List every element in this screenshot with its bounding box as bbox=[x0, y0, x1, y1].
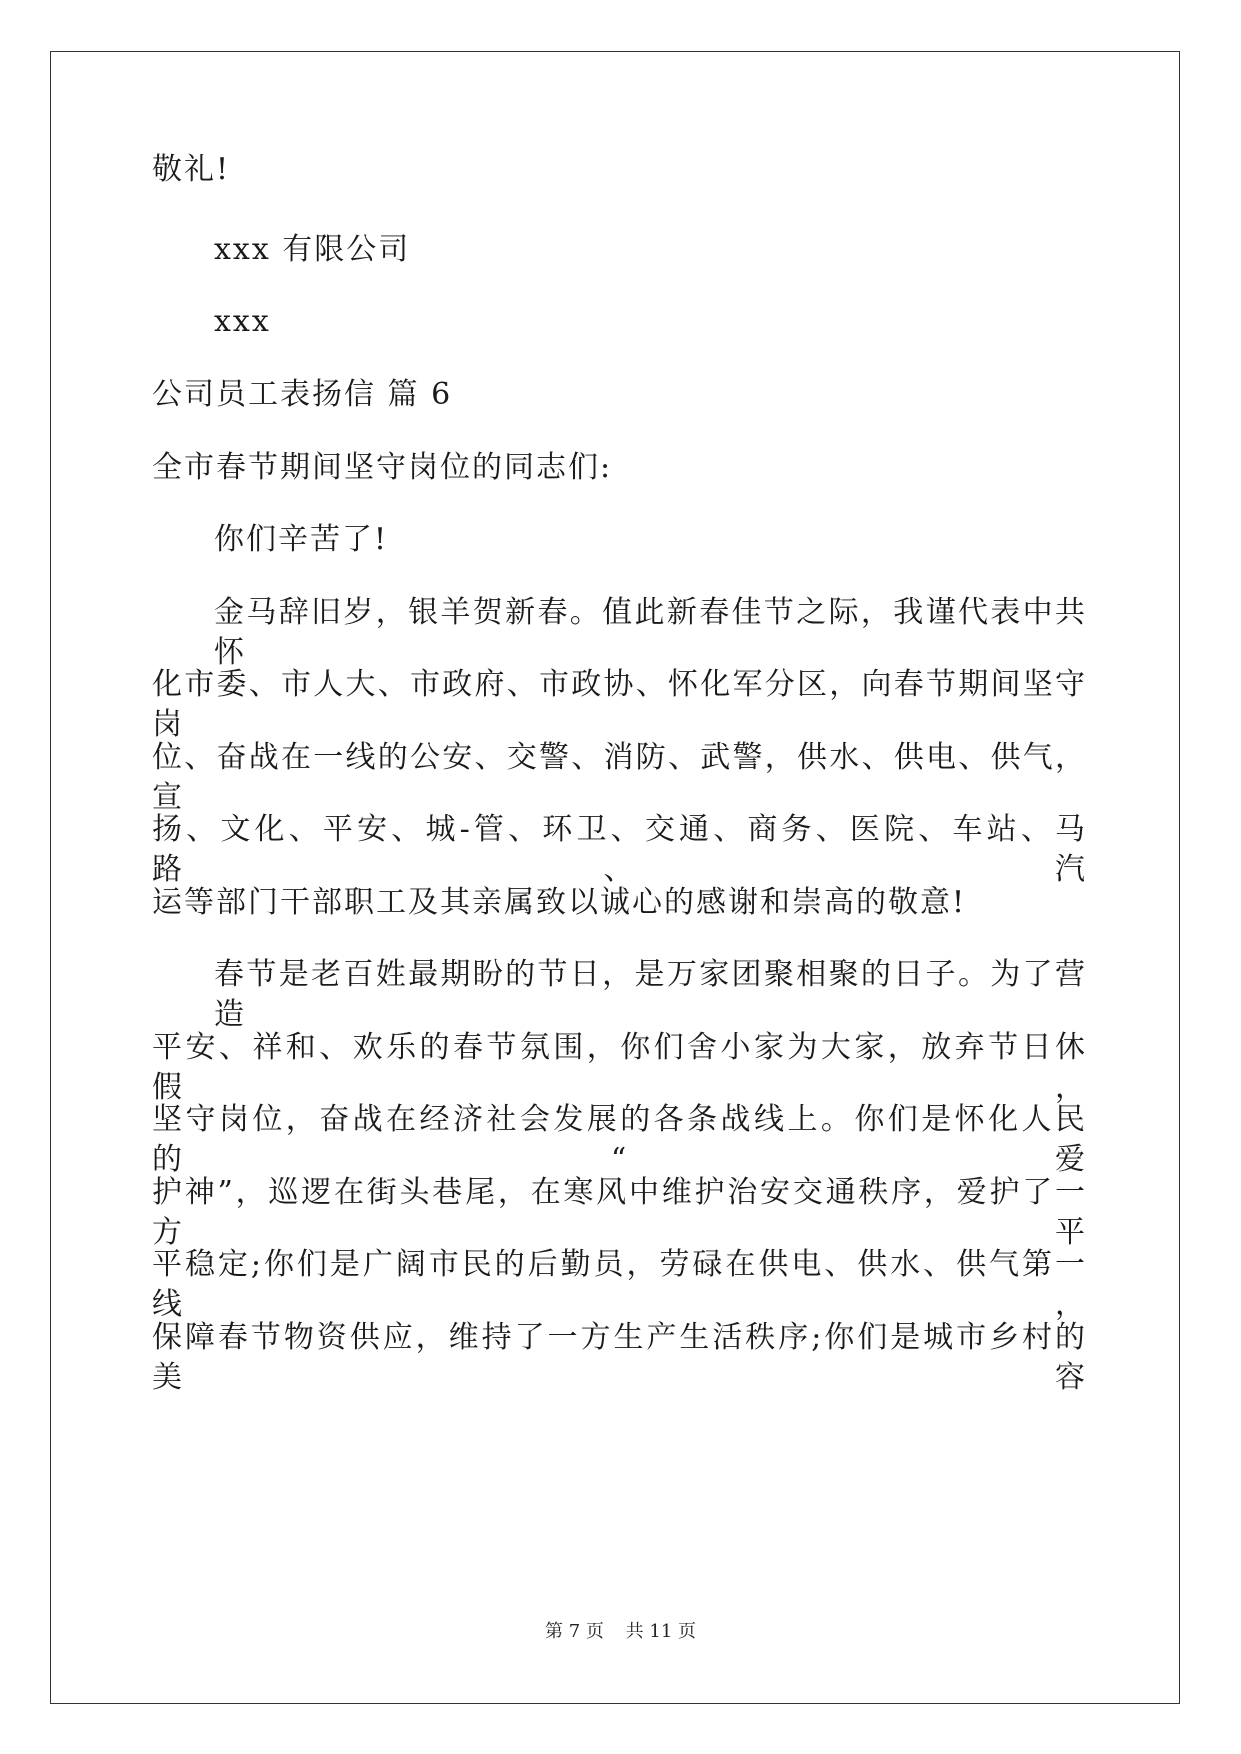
page-total: 共 11 页 bbox=[625, 1621, 696, 1642]
paragraph-line: 平稳定;你们是广阔市民的后勤员，劳碌在供电、供水、供气第一线， bbox=[152, 1247, 1087, 1322]
paragraph-line: 扬、文化、平安、城-管、环卫、交通、商务、医院、车站、马路、汽 bbox=[152, 812, 1087, 887]
paragraph-line: 平安、祥和、欢乐的春节氛围，你们舍小家为大家，放弃节日休假， bbox=[152, 1030, 1087, 1105]
section-heading: 公司员工表扬信 篇 6 bbox=[152, 377, 453, 412]
page-number: 第 7 页 bbox=[545, 1621, 604, 1642]
paragraph-line: 春节是老百姓最期盼的节日，是万家团聚相聚的日子。为了营造 bbox=[214, 957, 1087, 1032]
signature-name: xxx bbox=[214, 304, 271, 339]
paragraph-line: 化市委、市人大、市政府、市政协、怀化军分区，向春节期间坚守岗 bbox=[152, 667, 1087, 742]
paragraph-line: 运等部门干部职工及其亲属致以诚心的感谢和崇高的敬意! bbox=[152, 885, 967, 920]
paragraph-line: 保障春节物资供应，维持了一方生产生活秩序;你们是城市乡村的美容 bbox=[152, 1320, 1087, 1395]
closing-salutation: 敬礼! bbox=[152, 152, 231, 187]
opening-line: 你们辛苦了! bbox=[214, 522, 389, 557]
signature-company: xxx 有限公司 bbox=[214, 232, 411, 267]
letter-greeting: 全市春节期间坚守岗位的同志们: bbox=[152, 450, 613, 485]
paragraph-line: 位、奋战在一线的公安、交警、消防、武警，供水、供电、供气，宣 bbox=[152, 740, 1087, 815]
page-footer bbox=[0, 1620, 1241, 1644]
paragraph-line: 护神”，巡逻在街头巷尾，在寒风中维护治安交通秩序，爱护了一方平 bbox=[152, 1175, 1087, 1250]
paragraph-line: 金马辞旧岁，银羊贺新春。值此新春佳节之际，我谨代表中共怀 bbox=[214, 595, 1087, 670]
paragraph-line: 坚守岗位，奋战在经济社会发展的各条战线上。你们是怀化人民的“爱 bbox=[152, 1102, 1087, 1177]
